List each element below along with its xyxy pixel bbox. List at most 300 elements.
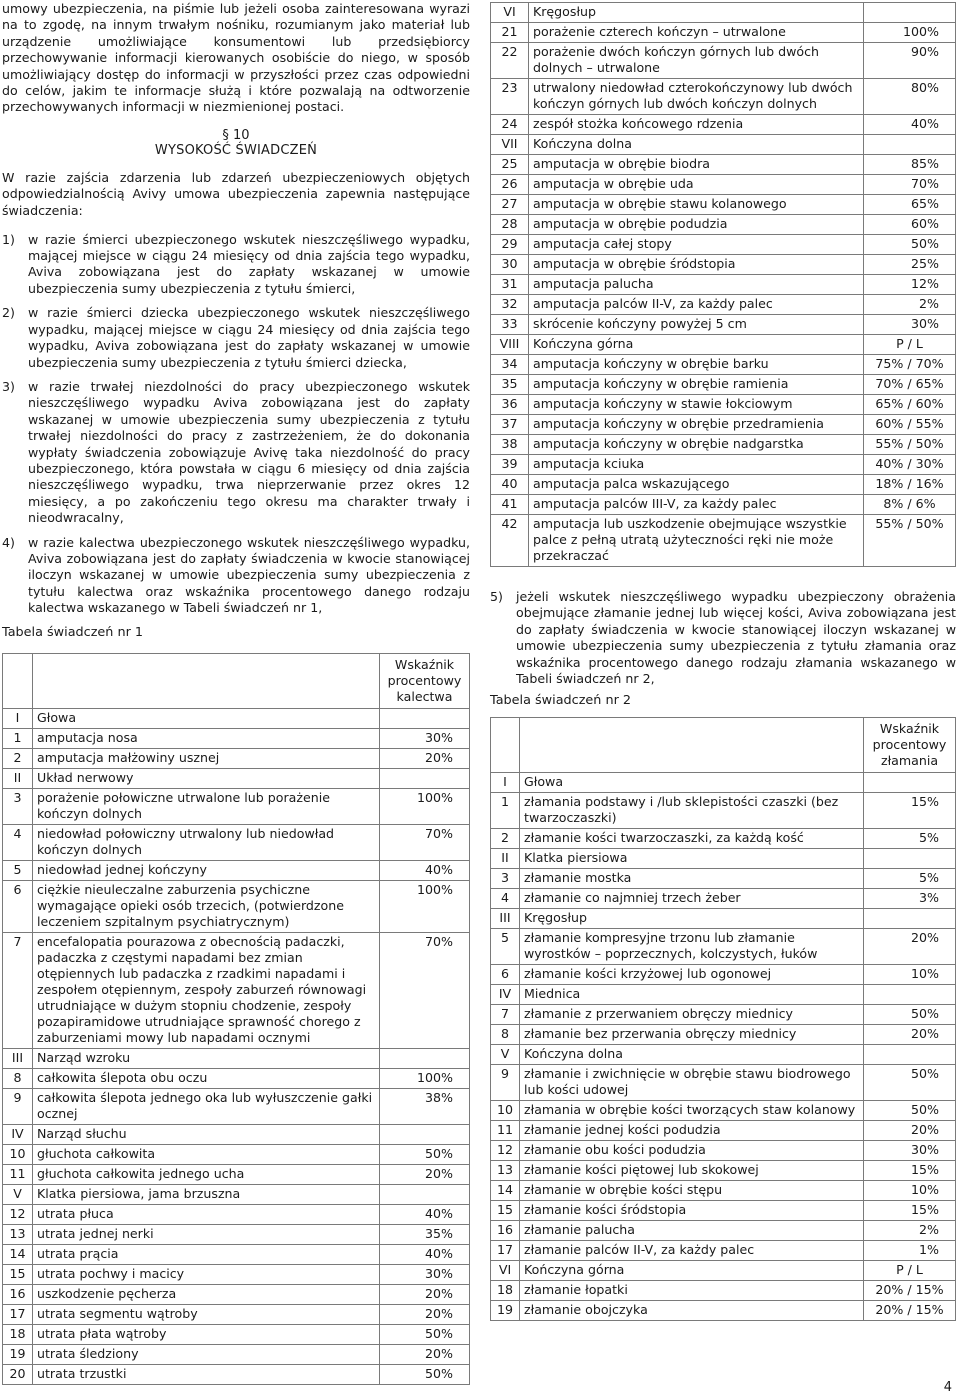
row-label: złamanie kości twarzoczaszki, za każdą kość <box>520 829 864 849</box>
benefit-item <box>2 379 470 527</box>
row-number: IV <box>3 1124 33 1144</box>
item-number: 3) <box>2 378 15 394</box>
benefits-table-1-continued <box>490 2 956 567</box>
table-category-row <box>491 909 956 929</box>
row-label: amputacja w obrębie biodra <box>529 155 864 175</box>
table-row <box>491 1161 956 1181</box>
row-label: porażenie dwóch kończyn górnych lub dwóch dolnych – utrwalone <box>529 43 864 79</box>
table-row <box>491 195 956 215</box>
benefit-item <box>2 232 470 298</box>
table-row <box>491 1065 956 1101</box>
table-row <box>491 175 956 195</box>
row-number: VIII <box>491 335 529 355</box>
row-value <box>864 1045 956 1065</box>
table-row <box>3 1284 470 1304</box>
item-number: 5) <box>490 589 503 604</box>
row-label: złamanie jednej kości podudzia <box>520 1121 864 1141</box>
table-row <box>491 115 956 135</box>
row-label: Kończyna dolna <box>529 135 864 155</box>
row-label: amputacja całej stopy <box>529 235 864 255</box>
row-number: 8 <box>3 1068 33 1088</box>
table1-title: Tabela świadczeń nr 1 <box>2 624 144 640</box>
row-number: 13 <box>491 1161 520 1181</box>
row-label: zespół stożka końcowego rdzenia <box>529 115 864 135</box>
row-value <box>864 849 956 869</box>
row-label: utrwalony niedowład czterokończynowy lub dwóch kończyn górnych lub dwóch kończyn dolnych <box>529 79 864 115</box>
row-value: 70% <box>380 932 470 1048</box>
table2-title: Tabela świadczeń nr 2 <box>490 693 632 709</box>
row-value <box>864 909 956 929</box>
row-number: VI <box>491 1261 520 1281</box>
row-label: złamanie i zwichnięcie w obrębie stawu biodrowego lub kości udowej <box>520 1065 864 1101</box>
row-value: 50% <box>380 1364 470 1384</box>
row-number: 25 <box>491 155 529 175</box>
row-number: VI <box>491 3 529 23</box>
row-number: 10 <box>3 1144 33 1164</box>
row-value: 60% <box>864 215 956 235</box>
row-number: 41 <box>491 495 529 515</box>
row-number: 23 <box>491 79 529 115</box>
table-row <box>491 1121 956 1141</box>
row-value <box>380 1124 470 1144</box>
row-value: 38% <box>380 1088 470 1124</box>
row-number: 30 <box>491 255 529 275</box>
row-label: złamanie palucha <box>520 1221 864 1241</box>
row-number: 20 <box>3 1364 33 1384</box>
table-category-row <box>491 1045 956 1065</box>
row-label: całkowita ślepota jednego oka lub wyłuszczenie gałki ocznej <box>33 1088 380 1124</box>
table-row <box>3 824 470 860</box>
row-value: 30% <box>380 728 470 748</box>
row-label: głuchota całkowita jednego ucha <box>33 1164 380 1184</box>
row-number: 13 <box>3 1224 33 1244</box>
row-label: złamanie co najmniej trzech żeber <box>520 889 864 909</box>
row-number: II <box>3 768 33 788</box>
row-number: 7 <box>491 1005 520 1025</box>
row-label: złamanie palców II-V, za każdy palec <box>520 1241 864 1261</box>
row-value: 40% <box>380 860 470 880</box>
row-number: 9 <box>3 1088 33 1124</box>
table-row <box>491 155 956 175</box>
row-value: 100% <box>380 788 470 824</box>
row-value: 40% <box>380 1244 470 1264</box>
row-number: V <box>491 1045 520 1065</box>
table-category-row <box>3 1048 470 1068</box>
row-label: utrata prącia <box>33 1244 380 1264</box>
table-row <box>491 43 956 79</box>
row-value: 10% <box>864 1181 956 1201</box>
row-value: 5% <box>864 829 956 849</box>
table-row <box>491 1005 956 1025</box>
row-value: 20% / 15% <box>864 1301 956 1321</box>
row-number: 33 <box>491 315 529 335</box>
row-label: Układ nerwowy <box>33 768 380 788</box>
table-row <box>3 1164 470 1184</box>
row-value: 100% <box>864 23 956 43</box>
row-label: złamanie bez przerwania obręczy miednicy <box>520 1025 864 1045</box>
row-label: amputacja kończyny w obrębie nadgarstka <box>529 435 864 455</box>
row-value: 20% <box>380 1344 470 1364</box>
row-number: 12 <box>3 1204 33 1224</box>
row-number: 32 <box>491 295 529 315</box>
row-label: utrata segmentu wątroby <box>33 1304 380 1324</box>
row-value: 30% <box>864 315 956 335</box>
table-row <box>491 375 956 395</box>
row-number: 16 <box>3 1284 33 1304</box>
row-number: I <box>3 708 33 728</box>
row-label: Narząd wzroku <box>33 1048 380 1068</box>
row-label: amputacja palca wskazującego <box>529 475 864 495</box>
row-value: 90% <box>864 43 956 79</box>
table-row <box>3 728 470 748</box>
row-value: 65% <box>864 195 956 215</box>
row-label: złamanie kości śródstopia <box>520 1201 864 1221</box>
row-label: złamanie kompresyjne trzonu lub złamanie wyrostków – poprzecznych, kolczystych, łuków <box>520 929 864 965</box>
row-value: 20% / 15% <box>864 1281 956 1301</box>
page-number: 4 <box>943 1380 952 1395</box>
row-label: złamanie mostka <box>520 869 864 889</box>
row-number: III <box>3 1048 33 1068</box>
table-row <box>491 829 956 849</box>
row-label: porażenie połowiczne utrwalone lub porażenie kończyn dolnych <box>33 788 380 824</box>
row-value <box>380 1048 470 1068</box>
row-number: 2 <box>491 829 520 849</box>
right-column <box>490 0 956 1321</box>
table-row <box>491 1281 956 1301</box>
table-category-row <box>491 335 956 355</box>
table-row <box>3 1304 470 1324</box>
row-label: Głowa <box>520 773 864 793</box>
row-value: 25% <box>864 255 956 275</box>
table-row <box>491 295 956 315</box>
table-row <box>491 23 956 43</box>
item-text: w razie kalectwa ubezpieczonego wskutek nieszczęśliwego wypadku, Aviva zobowiązana jest do zapłaty świadczenia w kwocie stanowiącej iloczyn wskazanej w umowie ubezpieczenia sumy ubezpieczenia z tytułu kalectwa oraz wskaźnika procentowego danego rodzaju kalectwa wskazanego w Tabeli świadczeń nr 1, <box>28 534 470 616</box>
row-label: złamania podstawy i /lub sklepistości czaszki (bez twarzoczaszki) <box>520 793 864 829</box>
row-number: 22 <box>491 43 529 79</box>
benefit-item <box>2 305 470 371</box>
row-value: 30% <box>380 1264 470 1284</box>
row-number: 21 <box>491 23 529 43</box>
row-value: 35% <box>380 1224 470 1244</box>
row-label: złamanie łopatki <box>520 1281 864 1301</box>
row-number: 24 <box>491 115 529 135</box>
table-category-row <box>491 773 956 793</box>
row-label: amputacja w obrębie stawu kolanowego <box>529 195 864 215</box>
row-label: amputacja palców III-V, za każdy palec <box>529 495 864 515</box>
row-label: encefalopatia pourazowa z obecnością padaczki, padaczka z częstymi napadami bez zmian otępiennych lub padaczka z rzadkimi napadami i zespołem otępiennym, zespoły zaburzeń równowagi utrudniające w dużym stopniu chodzenie, zespoły pozapiramidowe utrudniające sprawność chorego z zaburzeniami mowy lub napadami ocznymi <box>33 932 380 1048</box>
benefits-table-2 <box>490 717 956 1321</box>
item-text: jeżeli wskutek nieszczęśliwego wypadku ubezpieczony obrażenia obejmujące złamanie jednej lub więcej kości, Aviva zobowiązana jest do zapłaty świadczenia w kwocie stanowiącej iloczyn wskazanej w umowie ubezpieczenia sumy ubezpieczenia z tytułu złamania oraz wskaźnika procentowego danego rodzaju złamania wskazanego w Tabeli świadczeń nr 2, <box>516 589 956 687</box>
table-category-row <box>3 1184 470 1204</box>
row-value: 2% <box>864 1221 956 1241</box>
row-label: Kręgosłup <box>520 909 864 929</box>
table-row <box>491 235 956 255</box>
row-value: 20% <box>380 748 470 768</box>
row-label: amputacja nosa <box>33 728 380 748</box>
row-label: Narząd słuchu <box>33 1124 380 1144</box>
row-number: 16 <box>491 1221 520 1241</box>
row-label: amputacja w obrębie śródstopia <box>529 255 864 275</box>
row-value: 2% <box>864 295 956 315</box>
item-text: w razie śmierci ubezpieczonego wskutek nieszczęśliwego wypadku, mającej miejsce w ciągu 24 miesięcy od dnia zajścia tego wypadku, Aviva zobowiązana jest do zapłaty wskazanej w umowie ubezpieczenia sumy ubezpieczenia z tytułu śmierci, <box>28 231 470 296</box>
row-number: 17 <box>491 1241 520 1261</box>
row-label: uszkodzenie pęcherza <box>33 1284 380 1304</box>
row-value <box>864 135 956 155</box>
row-label: Klatka piersiowa <box>520 849 864 869</box>
row-label: utrata pochwy i macicy <box>33 1264 380 1284</box>
row-value: 20% <box>380 1304 470 1324</box>
row-value: 12% <box>864 275 956 295</box>
table-row <box>491 929 956 965</box>
table-category-row <box>3 708 470 728</box>
row-number: 12 <box>491 1141 520 1161</box>
table-category-row <box>491 985 956 1005</box>
table-category-row <box>491 1261 956 1281</box>
row-number: I <box>491 773 520 793</box>
table-row <box>3 1144 470 1164</box>
table-row <box>3 880 470 932</box>
row-number: 34 <box>491 355 529 375</box>
row-number: 37 <box>491 415 529 435</box>
row-value: 20% <box>864 929 956 965</box>
row-label: głuchota całkowita <box>33 1144 380 1164</box>
table-row <box>491 415 956 435</box>
row-value: 70% <box>864 175 956 195</box>
row-number: 2 <box>3 748 33 768</box>
row-value <box>380 768 470 788</box>
row-number: 15 <box>3 1264 33 1284</box>
row-number: 6 <box>3 880 33 932</box>
row-label: Miednica <box>520 985 864 1005</box>
row-label: amputacja lub uszkodzenie obejmujące wszystkie palce z pełną utratą użyteczności ręki nie może przekraczać <box>529 515 864 567</box>
row-number: 31 <box>491 275 529 295</box>
table2-header-row <box>491 718 956 773</box>
row-number: 11 <box>3 1164 33 1184</box>
table-category-row <box>3 1124 470 1144</box>
row-value <box>864 985 956 1005</box>
table-row <box>3 1204 470 1224</box>
row-label: amputacja kończyny w obrębie ramienia <box>529 375 864 395</box>
row-number: 14 <box>491 1181 520 1201</box>
row-value <box>380 708 470 728</box>
table-row <box>3 1224 470 1244</box>
table-row <box>491 869 956 889</box>
row-number: 15 <box>491 1201 520 1221</box>
table-row <box>3 1068 470 1088</box>
table-row <box>491 1025 956 1045</box>
row-value: 15% <box>864 1201 956 1221</box>
row-number: VII <box>491 135 529 155</box>
table-row <box>3 1344 470 1364</box>
row-label: całkowita ślepota obu oczu <box>33 1068 380 1088</box>
table-row <box>491 79 956 115</box>
row-label: amputacja w obrębie podudzia <box>529 215 864 235</box>
table-row <box>491 515 956 567</box>
row-number: 3 <box>491 869 520 889</box>
row-value: 55% / 50% <box>864 435 956 455</box>
row-number: 19 <box>3 1344 33 1364</box>
table-category-row <box>491 3 956 23</box>
benefits-list <box>2 232 470 617</box>
row-value: 75% / 70% <box>864 355 956 375</box>
row-number: 1 <box>3 728 33 748</box>
row-label: amputacja małżowiny usznej <box>33 748 380 768</box>
row-number: III <box>491 909 520 929</box>
row-label: amputacja palców II-V, za każdy palec <box>529 295 864 315</box>
benefits-table-1 <box>2 653 470 1385</box>
table-row <box>491 495 956 515</box>
row-number: 27 <box>491 195 529 215</box>
item-number: 4) <box>2 534 15 550</box>
table-row <box>491 1201 956 1221</box>
table-row <box>491 1141 956 1161</box>
row-number: 7 <box>3 932 33 1048</box>
row-value: 70% <box>380 824 470 860</box>
table-category-row <box>3 768 470 788</box>
benefit-item-5 <box>490 589 956 687</box>
row-value: 50% <box>380 1144 470 1164</box>
table-category-row <box>491 135 956 155</box>
item-text: w razie śmierci dziecka ubezpieczonego wskutek nieszczęśliwego wypadku, mającej miejsce w ciągu 24 miesięcy od dnia zajścia tego wypadku, Aviva zobowiązana jest do zapłaty wskazanej w umowie ubezpieczenia sumy ubezpieczenia z tytułu śmierci dziecka, <box>28 305 470 370</box>
row-value: 100% <box>380 880 470 932</box>
row-value <box>864 773 956 793</box>
table-row <box>3 1088 470 1124</box>
table-row <box>3 788 470 824</box>
table-row <box>491 889 956 909</box>
row-number: 1 <box>491 793 520 829</box>
row-number: V <box>3 1184 33 1204</box>
row-label: amputacja kończyny w obrębie barku <box>529 355 864 375</box>
row-label: Kończyna górna <box>520 1261 864 1281</box>
row-number: 18 <box>491 1281 520 1301</box>
table-row <box>491 1241 956 1261</box>
row-number: 5 <box>3 860 33 880</box>
row-label: utrata trzustki <box>33 1364 380 1384</box>
table-category-row <box>491 849 956 869</box>
row-label: amputacja kończyny w obrębie przedramienia <box>529 415 864 435</box>
row-value: 40% <box>380 1204 470 1224</box>
row-number: 36 <box>491 395 529 415</box>
row-value: 10% <box>864 965 956 985</box>
table-row <box>491 215 956 235</box>
table-row <box>3 932 470 1048</box>
row-value <box>380 1184 470 1204</box>
row-value: 1% <box>864 1241 956 1261</box>
table-row <box>491 435 956 455</box>
row-label: porażenie czterech kończyn – utrwalone <box>529 23 864 43</box>
row-number: 17 <box>3 1304 33 1324</box>
benefit-item <box>2 535 470 617</box>
table-row <box>491 1101 956 1121</box>
row-value: 100% <box>380 1068 470 1088</box>
row-value: 55% / 50% <box>864 515 956 567</box>
row-value: 85% <box>864 155 956 175</box>
row-label: niedowład jednej kończyny <box>33 860 380 880</box>
row-value: 80% <box>864 79 956 115</box>
row-number: 9 <box>491 1065 520 1101</box>
row-value: P / L <box>864 1261 956 1281</box>
row-value: 30% <box>864 1141 956 1161</box>
section-title: WYSOKOŚĆ ŚWIADCZEŃ <box>154 142 318 158</box>
table-row <box>3 1244 470 1264</box>
row-label: Kończyna górna <box>529 335 864 355</box>
row-label: złamanie kości krzyżowej lub ogonowej <box>520 965 864 985</box>
table-row <box>491 255 956 275</box>
row-value: 18% / 16% <box>864 475 956 495</box>
row-label: utrata płuca <box>33 1204 380 1224</box>
row-value: 8% / 6% <box>864 495 956 515</box>
row-number: IV <box>491 985 520 1005</box>
section-number: § 10 <box>222 127 250 143</box>
row-label: złamanie kości piętowej lub skokowej <box>520 1161 864 1181</box>
table-row <box>491 275 956 295</box>
row-number: 10 <box>491 1101 520 1121</box>
row-label: Kończyna dolna <box>520 1045 864 1065</box>
row-number: 26 <box>491 175 529 195</box>
row-number: 14 <box>3 1244 33 1264</box>
row-value: 50% <box>864 235 956 255</box>
row-value: 50% <box>864 1005 956 1025</box>
row-value: 15% <box>864 793 956 829</box>
table-row <box>491 1221 956 1241</box>
row-number: 35 <box>491 375 529 395</box>
row-value: 50% <box>864 1065 956 1101</box>
row-number: 42 <box>491 515 529 567</box>
table-row <box>3 1364 470 1384</box>
row-label: ciężkie nieuleczalne zaburzenia psychiczne wymagające opieki osób trzecich, (potwierdzone leczeniem szpitalnym psychiatrycznym) <box>33 880 380 932</box>
row-number: 19 <box>491 1301 520 1321</box>
row-value: 5% <box>864 869 956 889</box>
row-number: 39 <box>491 455 529 475</box>
row-label: amputacja palucha <box>529 275 864 295</box>
row-number: 6 <box>491 965 520 985</box>
row-label: amputacja w obrębie uda <box>529 175 864 195</box>
row-number: 3 <box>3 788 33 824</box>
row-label: złamanie obu kości podudzia <box>520 1141 864 1161</box>
row-number: 29 <box>491 235 529 255</box>
row-label: złamania w obrębie kości tworzących staw kolanowy <box>520 1101 864 1121</box>
row-label: złamanie w obrębie kości stępu <box>520 1181 864 1201</box>
table-row <box>3 1324 470 1344</box>
row-label: amputacja kciuka <box>529 455 864 475</box>
table-row <box>491 355 956 375</box>
row-number: 18 <box>3 1324 33 1344</box>
table-row <box>3 860 470 880</box>
row-label: złamanie obojczyka <box>520 1301 864 1321</box>
table-row <box>491 1301 956 1321</box>
row-value: 65% / 60% <box>864 395 956 415</box>
item-text: w razie trwałej niezdolności do pracy ubezpieczonego wskutek nieszczęśliwego wypadku Aviva zobowiązana jest do zapłaty wskazanej w umowie ubezpieczenia sumy ubezpieczenia z tytułu trwałej niezdolności do pracy z zastrzeżeniem, że do dokonania wypłaty świadczenia zobowiązuje Avivę taka niezdolność do pracy ubezpieczonego, która powstała w ciągu 6 miesięcy od dnia zajścia nieszczęśliwego wypadku, trwa nieprzerwanie przez okres 12 miesięcy, a po zakończeniu tego okresu ma charakter trwały i nieodwracalny, <box>28 378 470 526</box>
row-value: 70% / 65% <box>864 375 956 395</box>
table1-header-row <box>3 653 470 708</box>
row-label: utrata śledziony <box>33 1344 380 1364</box>
row-label: Głowa <box>33 708 380 728</box>
row-value: 20% <box>864 1121 956 1141</box>
row-number: 5 <box>491 929 520 965</box>
row-number: 8 <box>491 1025 520 1045</box>
row-value: 50% <box>864 1101 956 1121</box>
row-label: Kręgosłup <box>529 3 864 23</box>
table-row <box>491 455 956 475</box>
table-row <box>491 793 956 829</box>
row-label: amputacja kończyny w stawie łokciowym <box>529 395 864 415</box>
row-value: 50% <box>380 1324 470 1344</box>
intro-paragraph: umowy ubezpieczenia, na piśmie lub jeżeli osoba zainteresowana wyrazi na to zgodę, na innym trwałym nośniku, rozumianym jako materiał lub urządzenie umożliwiające konsumentowi lub przedsiębiorcy przechowywanie informacji kierowanych osobiście do niego, w sposób umożliwiający dostęp do informacji w przyszłości przez czas odpowiedni do celów, jakim te informacje służą i które pozwalają na odtworzenie przechowywanych informacji w niezmienionej postaci. <box>2 1 470 115</box>
row-label: Klatka piersiowa, jama brzuszna <box>33 1184 380 1204</box>
row-label: niedowład połowiczny utrwalony lub niedowład kończyn dolnych <box>33 824 380 860</box>
row-label: utrata jednej nerki <box>33 1224 380 1244</box>
row-value: 20% <box>380 1284 470 1304</box>
